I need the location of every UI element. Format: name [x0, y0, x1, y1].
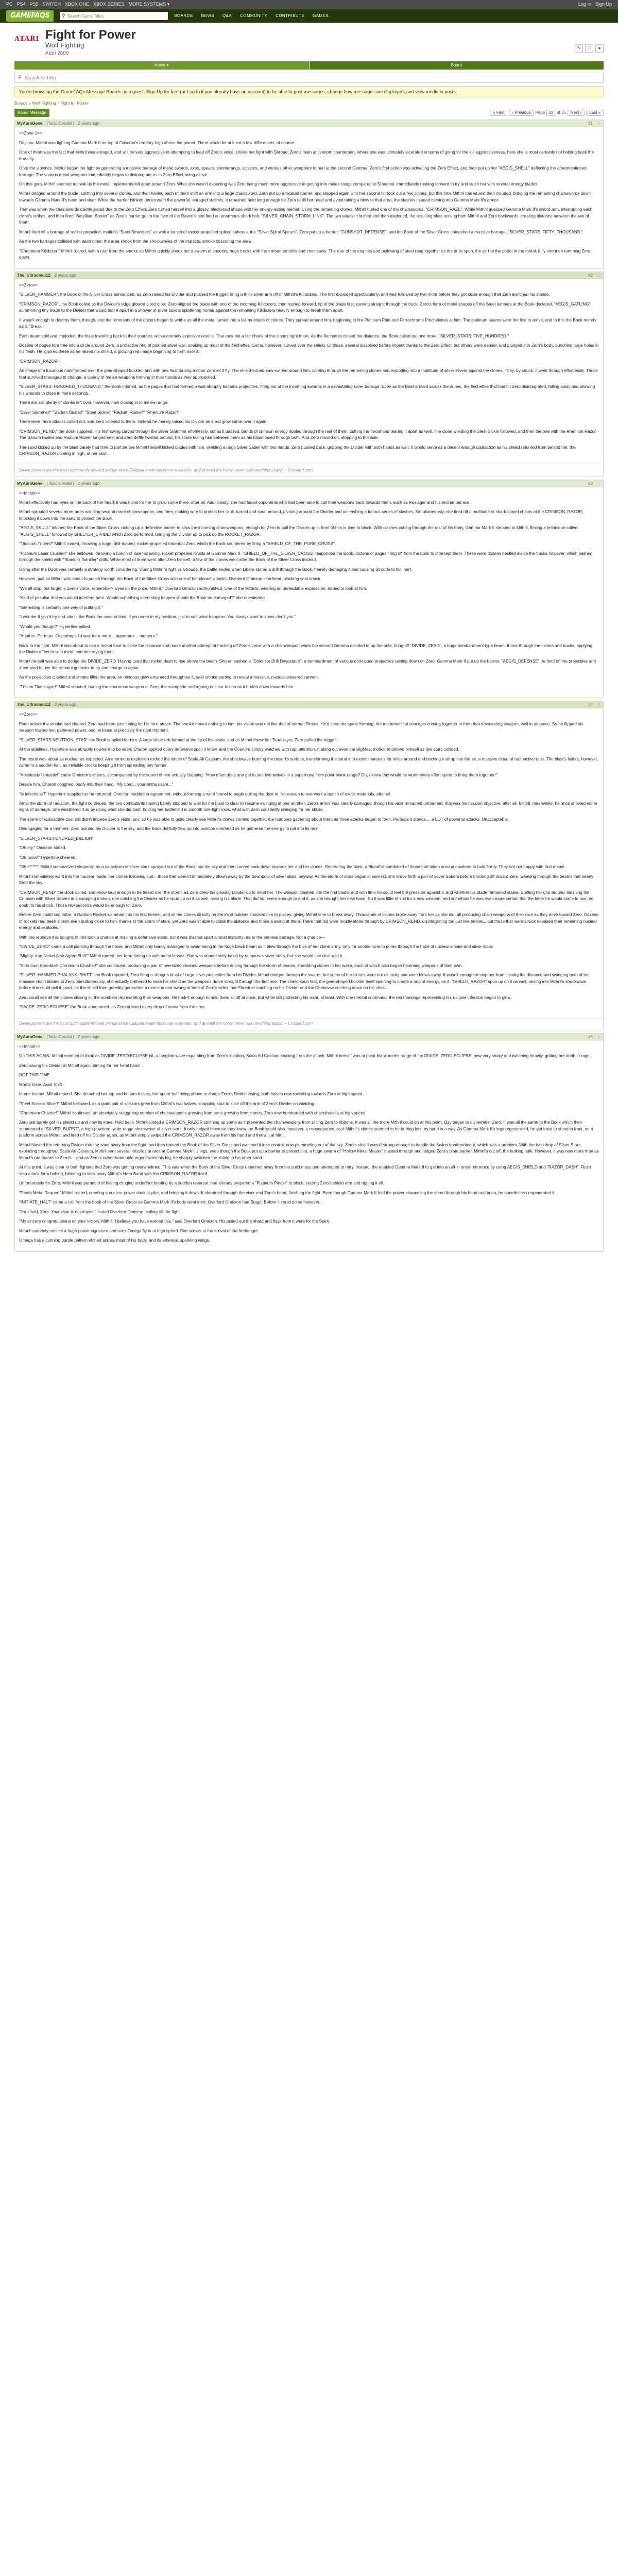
nav-contribute[interactable]: CONTRIBUTE — [276, 13, 305, 18]
message-menu-icon[interactable]: ⋮ — [597, 121, 601, 126]
platform-link-xbox-series[interactable]: XBOX SERIES — [93, 2, 125, 7]
message-paragraph: Dozens of pages tore free into a circle around Zero, a protective ring of pointed silver wall, soaking up most of the flechettes. Some, however, curved over the shield. Of these, several dissolved before impact thanks to the Zero Effect, but others were denser, and plunged into Zero's body, punching large holes in his flesh. He ignored these as he raised his shield, a glowing red image beginning to form over it. — [19, 343, 599, 354]
message-paragraph: As the projectiles clashed and smoke filled the area, an ominous glow emanated throughout it, said smoke parting to reveal a massive, nuclear-powered cannon. — [19, 675, 319, 680]
topic-creator-badge: (Topic Creator) — [46, 121, 74, 126]
message-paragraph: <<Zero>> — [19, 712, 38, 717]
message-paragraph: Omega has a cunning purple pattern etched across most of his body, and its ethereal, sparkling wings. — [19, 1238, 210, 1243]
message-paragraph: At the sidelines, Hypertine was abruptly nowhere to be seen; Charon applied every defensive spell it knew, and the Overlord simply watched with rapt attention, making out even the slightest motion to defend himself as two stars collided. — [19, 747, 459, 752]
tab-home[interactable]: Home ▾ — [14, 61, 309, 70]
game-search-input[interactable] — [67, 14, 166, 19]
message-paragraph: The result was about as nuclear as expected. An enormous explosion rocked the whole of Scala All Castium, the shockwave burning the desert's surface, transforming the sand into exotic materials for miles around and bricking it all up into the air, a massive cloud of radioactive dust. The blast's fallout, however, came to a sudden halt, as invisible crocks keeping it from spreading any further. — [19, 756, 598, 768]
message-paragraph: "Another. Perhaps. Or perhaps I'd wait for a more... opportune... moment." — [19, 634, 158, 639]
message-number[interactable]: #2 — [588, 273, 593, 278]
site-header — [0, 9, 618, 23]
message-paragraph: Beside him, Charon coughed loudly into their hand. "My Lord... your enthusiasm..." — [19, 782, 174, 787]
platform-link-pc[interactable]: PC — [6, 2, 13, 7]
message-timestamp: 2 years ago — [78, 121, 100, 126]
message-username[interactable]: The_Ultraomni12 — [17, 273, 50, 278]
message-paragraph: "I'm afraid, Zero. Your visor is destroyed," stated Overlord Omicron, calling off the fight. — [19, 1209, 181, 1214]
message-paragraph: "SILVER_HAMMER", the Book of the Silver Cross announced, as Zero raised his Divider and pushed the trigger, firing a thick silver arm off of Mithril's Killdozers. The first exploded spectacularly, and was followed by two more before they got close enough that Zero switched his stance. — [19, 292, 550, 297]
message-paragraph: Deja vu. Mithril was fighting Gamma Mark II on top of Omicron's territory high above the planet. There would be at least a few differences, of course. — [19, 140, 295, 145]
tab-board[interactable]: Board — [309, 61, 604, 70]
message-body — [15, 1041, 603, 1251]
page-select[interactable]: 33 — [546, 110, 555, 116]
message-header — [15, 272, 603, 279]
message-paragraph: "Oh my," Omicron stated. — [19, 845, 66, 851]
nav-qa[interactable]: Q&A — [222, 13, 232, 18]
message-paragraph: Mithril blasted the returning Divider into the sand away from the fight, and then trained the Book of the Silver Cross and watched it lose control, now plummeting out of the sky. Zero's shield wasn't strong enough to handle the fusion bombardment, which was a problem. With the backdrop of Silver Stars exploding throughout Scala Ad Castium, Mithril sent several missiles at ama at Gamma Mark II's legs, even though the Book put up a barrier to protect him, a huge swarm of "Hollow Metal Mauler" blasted through and lodged Zero's plate barrier. Mithril's cut off, the hulking hulk. However, it was now more than as Mithril's ore thanks to Zero's... and as Zero's rather hand held regenerated his leg, he sharply switched the shield to his other hand. — [19, 1142, 599, 1160]
message-paragraph: Mithril dodged around the blade, splitting into several clones, and then having each of them shift an arm into a large chainsword. Zero put up a faceted barrier, and stepped again with her second hit took out a few clones, but this time Mithril roared and then clouded, bringing the remaining chainswords down towards Gamma Mark II's head and visor. While the barrier blinked underneath the powerful, enraged slashes, it remained held long enough for Zero to tilt her head and avoid taking a blow to that area, the slashes instead carving into Gamma Mark II's armor. — [19, 191, 591, 202]
message-number[interactable]: #3 — [588, 481, 593, 486]
publisher-logo: ATARI — [14, 35, 39, 43]
guest-notice-text: You're browsing the GameFAQs Message Boards as a guest. Sign Up for free (or Log In if you already have an account) to be able to post messages, change how messages are displayed, and view media in posts. — [19, 89, 457, 94]
top-platform-bar — [0, 0, 618, 9]
message-paragraph: Zero could see all the clones closing in, the numbers representing their weapons. He hadn't enough to hold them all off at once. But while still protecting his visor, at least. With one mental command, the red markings representing his Eclipse infection began to glow. — [19, 995, 512, 1000]
message-paragraph: Before Zero could capitalize, a Radium Rocket slammed into his first helmet, and all the clones directly on Zero's shoulders knocked him to pieces, giving Mithril time to break away. Thousands of clones broke away from her as she did, all producing chain weapons of their own as they dove toward Zero. Dozens of rockets had been shown even pulling close to him, thanks to the storm of stars, yet Zero wasn't able to close the distance and make a swing at them. There that did were mostly stone through by CRIMSON_REND, disintegrating the just like before... but those that were struck released their remaining nuclear energy and exploded. — [19, 912, 598, 930]
message-paragraph: "SILVER_STARS:HUNDRED_BILLION" — [19, 836, 94, 841]
message-header — [15, 480, 603, 487]
page-count: of 35 — [557, 110, 566, 115]
message-number[interactable]: #5 — [588, 1034, 593, 1039]
page-content — [0, 23, 618, 1252]
nav-news[interactable]: NEWS — [201, 13, 215, 18]
search-icon: ⚲ — [62, 13, 65, 19]
message-paragraph: "Chromium Killdozer!" Mithril roared, with a roar from the smoke as Mithril quickly shook out a swarm of shooting huge trucks with from mounted drills and chainsaws. The roar of the engines and bellowing of steel rang together as the drills spun, the air hot the pedal to the metal, fully intent on ramming Zero down. — [19, 248, 591, 260]
board-message-button[interactable]: Board Message — [14, 109, 49, 117]
message-paragraph: With the reprieve this bought, Mithril took a chance at making a defensive stand, but it was blasted apart almost instantly under the endless barrage. Not a chance— — [19, 935, 325, 940]
message-paragraph: An image of a luxurious mainframed over the gear-shaped buckler, and with one fluid turning motion Zero let it fly. The shield-turned-saw swirled around him, carving through the remaining clones and exploding into a multitude of silver slivers against the clones. They, by struck, it went through effortlessly. Those that survived managed to change, a variety of melee weapons forming in their hands as they approached. — [19, 368, 598, 380]
topic-creator-badge: (Topic Creator) — [46, 481, 74, 486]
message-list — [14, 120, 604, 1251]
message-paragraph: However, just as Mithril was about to punch through the Book of the Silver Cross with one of her clones' attacks, Overlord Omicron interfered, blocking said attack. — [19, 577, 322, 582]
message-paragraph: Mithril herself was able to dodge the DIVIDE_ZERO. Having used that rocket dash to rise above the beam. She unleashed a "Dolomite Drill Devastator", a bombardment of various drill-tipped projectiles raining down on Zero. Gamma Mark II put up the barrier, "AEGIS_DEFENSE", to fend off the projectiles and attempted to use the remaining trucks to try and charge in again. — [19, 659, 596, 670]
message-menu-icon[interactable]: ⋮ — [597, 273, 601, 278]
message-body — [15, 708, 603, 1018]
message-body — [15, 279, 603, 465]
message-header — [15, 120, 603, 127]
message-username[interactable]: MyAuraGene — [17, 481, 43, 486]
message-timestamp: 2 years ago — [78, 481, 100, 486]
message-paragraph: "SILVER_STARS:NEUTRON_STAR" the Book supplied for him. A large silver orb formed at the tip of his blade, and as Mithril threw her Titanslayer, Zero pulled the trigger. — [19, 737, 337, 742]
board-subtitle: Wolf Fighting — [45, 41, 84, 49]
message-paragraph: "Silver Slammer!" "Barium Buster!" "Steel Sickle!" "Radium Rainer!" "Rhenium Razor!" — [19, 410, 180, 415]
message-paragraph: Going after the Book was certainly a strategy worth considering. During Mithril's fight vs Stroude, the battle ended when Libera stored a drill through the Book, heavily damaging it and causing Stroude to fall inert. — [19, 567, 412, 572]
login-link[interactable]: Log In — [578, 2, 591, 7]
platform-link-switch[interactable]: SWITCH — [42, 2, 61, 7]
message — [14, 480, 604, 699]
platform-link-ps4[interactable]: PS4 — [16, 2, 26, 7]
message-paragraph: As the two barrages collided with each other, the area shook from the shockwaves of the impacts, smoke obscuring the area. — [19, 239, 252, 244]
message-paragraph: Disengaging for a moment, Zero pointed his Divider to the sky, and the Book dutifully flew up into position overhead as he gathered the energy to put into its next. — [19, 826, 320, 832]
platform-link-xbox-one[interactable]: XBOX ONE — [65, 2, 90, 7]
message-paragraph: "We all stop, but target is Zero's voice, remember? Eyes on the prize, Mithril," Overlord Omicron admonished. One of the Mithrils, wearing an unreadable expression, turned to look at him. — [19, 586, 367, 591]
topic-creator-badge: (Topic Creator) — [46, 1034, 74, 1039]
game-action-icons — [575, 44, 604, 53]
message-paragraph: NOT THIS TIME. — [19, 1073, 51, 1078]
message-header — [15, 701, 603, 708]
page-label: Page — [535, 110, 545, 115]
nav-games[interactable]: GAMES — [313, 13, 329, 18]
game-header — [14, 23, 604, 61]
message-number[interactable]: #1 — [588, 121, 593, 126]
message-paragraph: "Steel Scissor Slicer!" Mithril bellowed, as a giant pair of scissors grew from Mithril's two halves, snapping shut to slice off the arm of Zero's Divider on wielding. — [19, 1101, 316, 1106]
nav-community[interactable]: COMMUNITY — [240, 13, 268, 18]
message-paragraph: On this gyro, Mithril seemed to think as the metal implements fell apart around Zero. What she wasn't expecting was Zero being much more aggressive in getting into melee range compared to Stoneoni, immediately rushing forward to try and slash her with several energy blades. — [19, 182, 539, 187]
message-paragraph: In one instant, Mithril moved. She detached her top and bottom halves, her upper half rising above to dodge Zero's Divider swing; both halves now rocketing towards Zero at high speed. — [19, 1092, 364, 1097]
message-paragraph: Mortal Gate: Acoli Shift. — [19, 1082, 63, 1087]
game-platform: Atari 2600 — [45, 50, 69, 56]
message-paragraph: <<Zero>> — [19, 282, 38, 287]
message — [14, 272, 604, 477]
message-signature: Divine powers are the most ludicrously entitled beings since Caligula made his horse a senator, and at least the horse never said anything stupid. – Crooked.com — [15, 1018, 603, 1030]
message-username[interactable]: MyAuraGene — [17, 1034, 43, 1039]
message-paragraph: "INITIATE_HALT" came a call from the book of the Silver Cross as Gamma Mark II's body went inert, Overlord Omicron had Stage. Before it could do so however... — [19, 1200, 323, 1205]
message-number[interactable]: #4 — [588, 702, 593, 707]
message-timestamp: 2 years ago — [54, 273, 76, 278]
message-paragraph: Onto the violence, Mithril began the fight by generating a massive barrage of metal swords, axes, spears, boomerangs, scissors, and various other weaponry to hurl at the second Gemma. Zero's first action was activating the Zero Effect, and then put up her "AEGIS_SHELL" deflecting the aforementioned barrage. The various metal weapons immediately began to disintegrate as in Zero Effect being active. — [19, 166, 587, 177]
game-title[interactable]: Fight for Power — [45, 28, 136, 42]
nav-boards[interactable]: BOARDS — [174, 13, 193, 18]
message-paragraph: "CRIMSON_REND," the Book supplied. His first swing carved through the Silver Slammer effortlessly, cut as it passed, bands of crimson energy rippled through the rest of them, cutting the throat and tearing it apart as well. The clone wielding the Steel Sickle followed, and then the one with the Rhenium Razor. The Barium Buster and Radium Rainer lunged next and Zero deftly twisted around, his stride taking him between them as his blade laced through both. And Zero moved on, stepping to the side. — [19, 429, 597, 440]
message-paragraph: The sand kicked up by the blast barely had time to part before Mithril herself kicked blades with him, wielding a large Silver Saber with two hands. Zero pushed back, gripping the Divider with both hands as well. It would serve as a decent enough distraction as his shield returned from behind her, the CRIMSON_RAZOR coming in high, at her skull... — [19, 445, 576, 456]
message-paragraph: "My sincere congratulations on your victory, Mithril. I believe you have earned this," said Overlord Omicron. His pulled out the shard and flask from it were for the Spirit. — [19, 1219, 330, 1224]
message-paragraph: "DIVIDE_ZERO" came a call piercing through the noise, and Mithril only barely managed to avoid being in the huge black beam as it blew through the bulk of her clone army, only for another one to prime through the haze of nuclear smoke and silver stars. — [19, 944, 493, 949]
guest-notice — [14, 86, 604, 98]
message — [14, 701, 604, 1030]
message-paragraph: "Is infectious?" Hypertine supplied as he returned. Omicron nodded in agreement, without forming a word funnel to begin pulling the dust in. No reason to overwork a bunch of exotic materials, after all. — [19, 791, 392, 796]
board-search-input[interactable] — [25, 75, 600, 80]
last-page-button[interactable]: Last » — [586, 110, 604, 116]
message — [14, 1033, 604, 1252]
game-tabs — [14, 61, 604, 70]
message-paragraph: Mithril fired off a barrage of rocket-propelled, multi-hit "Steel Smashers" as well a bunch of rocket-propelled spiked spheres, the "Silver Spiral Spears". Zero put up a barrier, "GUNSHOT_DEFENSE", and the Book of the Silver Cross unleashed a massive barrage, "SILVER_STARS: FIFTY_THOUSAND." — [19, 229, 583, 234]
message-paragraph: "Oh, wow!" Hypertine cheered. — [19, 855, 77, 860]
message-signature: Divine powers are the most ludicrously entitled beings since Caligula made his horse a senator, and at least the horse never said anything stupid. – Crooked.com — [15, 465, 603, 477]
message-paragraph: "AEGIS_SKULL" intoned the Book of the Silver Cross, putting up a deflective barrier to slow the incoming chainweapons, enough for Zero to pull the Divider up in front of him in time to block. With clashes cutting through the rest of his body, Gamma Mark II stepped to Mithril, flexing a technique called "AEGIS_SHELL" followed by SHELTER_DIVIDE! which Zero performed, bringing the Divider up to pick up the ROCKET_RAZOR. — [19, 526, 578, 537]
message-paragraph: Back to the fight. Mithril was about to use a rocket boot to close the distance and make another attempt at hacking off Zero's voice with a chainweapon when the second Gemma decided to up the ante, firing off "DIVIDE_ZERO", a huge bombardment type beam. It tore through the clones and trucks, applying the Divide effect to said metal and destroying them. — [19, 643, 593, 654]
message-body — [15, 487, 603, 698]
bell-icon[interactable]: ● — [595, 44, 604, 53]
message-paragraph: That was when the chainswords disintegrated due to the Zero Effect. Zero turned herself into a glossy, blackened shape with her energy-eating helmet. Using the remaining clones, Mithril hurled one of the chainswords, "CRIMSON_RAZE". While Mithril guessed Gamma Mark II's sword arm, interrupting each clone's strikes, and then fired "Beryllium Barrier" as Zero's barrier got in the face of the Raven's bed fired an enormous shark bolt, "SILVER_CHAIN_STORM_LINK". The two attacks clashed and then exploded, the resulting blast tossing both Mithril and Zero backwards, creating distance between the two of them. — [19, 207, 593, 225]
message-username[interactable]: MyAuraGene — [17, 121, 43, 126]
message-paragraph: The storm of radioactive dust still didn't impede Zero's vision any, so he was able to quite clearly see Mithril's clones coming together, the numbers gathering about them as three attacks began to form. Perhaps it stands.... a LOT of powerful attacks. Unacceptable. — [19, 817, 509, 822]
message-paragraph: "Chromium Chainer!" Mithril continued, an absolutely staggering number of chainweapons growing from arms growing from clones, Zero now bombarded with chainshrakes at high speed. — [19, 1111, 367, 1115]
message-paragraph: Zero swung his Divider at Mithril again, aiming for her hemi band. — [19, 1063, 141, 1068]
message-paragraph: <<Mithril>> — [19, 490, 40, 496]
message-body — [15, 127, 603, 268]
message-paragraph: <<Mithril>> — [19, 1044, 40, 1049]
message-paragraph: "CRIMSON_RAZOR", the Book called as the Divider's edge glowed a red glow. Zero aligned the blade with one of the incoming Killdozers, then rushed forward, tip of the blade first, carving straight through the truck. Zero's form of metal shapes off the Steel lumbers at the Book declared, "AEGIS_GATLING", summoning tiny blade to the Divider that would tear it apart in a shower of silver bullets splattering hurled against the remaining Killdozers heavily enough to break them apart. — [19, 301, 592, 313]
game-search-box — [60, 12, 168, 20]
auth-links — [578, 1, 612, 8]
search-icon: ⚲ — [18, 74, 22, 80]
message-paragraph: "Absolutely fantastic!" came Omicron's cheers, accompanied by the sound of him actually clapping. "How often does one get to see two wolves in a supernova from point-blank range? Oh, I knew this would be worth every effort spent to bring them together!" — [19, 772, 497, 777]
message — [14, 120, 604, 269]
message-menu-icon[interactable]: ⋮ — [597, 1034, 601, 1039]
message-paragraph: "Death Metal Reaper!" Mithril roared, creating a nuclear power chainscythe, and bringing it down. It shredded through the visor and Zero's head, finishing the fight. Even though Gamma Mark II had the power channeling the shred through his head and brain, he nonetheless regenerated it. — [19, 1190, 556, 1195]
breadcrumb[interactable]: Boards » Wolf Fighting » Fight for Power — [14, 101, 89, 106]
message-paragraph: There are still plenty of clones left over, however, now closing in to melee range. — [19, 400, 168, 405]
message-paragraph: It wasn't enough to destroy them, though, and the remnants of the dozers began to writhe as all the metal turned into a tall multitude of clones. They spread around him, beginning to fire Platinum Pain and Ferrochrome Pinchelettes at him. The platinum beams were the first to arrive, and to this the Book merely said, "Break." — [19, 317, 596, 329]
next-page-button[interactable]: Next › — [568, 110, 585, 116]
message-timestamp: 2 years ago — [54, 702, 76, 707]
message-paragraph: "Strontium Shredder! Chromium Crusher!" she continued, producing a pair of oversized chained weapons before driving through the storm of beams, shredding clones in her wake, each of which also began hemming weapons of their own. — [19, 963, 463, 968]
message-paragraph: Zero just barely got his shield up and now its knee. Hold back, Mithril piloted a CRIMSON_RAZOR spinning up some as it prevented the chainweapons from slicing Zero to ribbons. It was all the more Mithril could do at this point. Ozy began to dismember Zero. It was all the same to the Book which then summoned a "SILVER_BURST", a high-powered, wide-range shockwave of silver stars. It only helped because they knew the Book would also, however, a consequence, as it Mithril's clones seemed to be hurting lots, by hand in a way. As Gamma Mark II's legs regenerated, he got back to stand in front, on a platform across Mithril, and fired off his Divider again, as Mithril simply swiped the CRIMSON_RAZOR away from his hand and threw it at him... — [19, 1120, 593, 1138]
signup-link[interactable]: Sign Up — [595, 2, 612, 7]
message-paragraph: "Mighty, Iron Nickel Alan Agam Shift!" Mithril roared, her form fading up with metal lenses. She was immediately beset by numerous silver stars, but she would just deal with it. — [19, 954, 344, 959]
message-paragraph: "Oh s*****" Mithril summarized elegantly, as a cataclysm of silver stars sprayed out of the Book into the sky and then curved back down towards her and her clones. Recreating the blast, a Bloodfall combined of those had taken around nowhere to hold firmly. They are not happy with that many! — [19, 865, 564, 870]
board-search-box — [14, 73, 604, 83]
message-paragraph: "CRIMSON_REND" the Book called, somehow loud enough to be heard over the storm, as Zero drew his glowing Divider up to meet her. The weapon clashed into the first blade, and with time he could feel the pressure against it, and whether his blade remained stable. Shifting her grip around, slashing the Crimson with Silver Sabers in a snapping motion, one catching the Divider as he spun up on it as well, raising his blade. That did not seem enough to end it, as she brought her new hand. So it was little of shit for a new weapon, and somehow he was even more certain that the latter he would come to use, no doubt to his shock. Those few seconds would be enough for Zero. — [19, 890, 594, 908]
message-paragraph: Mithril effectively had eyes on the back of her head; it was trivial for her to grow some there, after all. Additionally, she had faced opponents who had been able to call their weapons back towards them, such as Rosiager and his enchanted axe. — [19, 500, 471, 505]
message-paragraph: "SILVER_STARS: HUNDRED_THOUSAND," the Book intoned, as the pages that had formed a wall abruptly became projectiles, firing out at the incoming swarms in a devastating silver barrage. Even as the blast arrived across the dunes, the flechettes that had hit Zero disintegrated, falling away and allowing his wounds to close in mere seconds. — [19, 384, 595, 396]
platform-link-more-systems[interactable]: MORE SYSTEMS ▾ — [128, 2, 170, 7]
message-paragraph: "CRIMSON_RAZOR." — [19, 359, 60, 364]
message-menu-icon[interactable]: ⋮ — [597, 481, 601, 486]
first-page-button[interactable]: « First — [490, 110, 507, 116]
message-paragraph: On THIS AGAIN, Mithril seemed to think as DIVIDE_ZERO:ECLIPSE hit, a tangible wave expanding from Zero's location, Scala Ad Castium shaking from the attack. Mithril herself was at point-blank melee range of the DIVIDE_ZERO:ECLIPSE, now very shaky and twitching heavily, gritting her teeth in rage. — [19, 1054, 591, 1059]
site-logo[interactable]: GAMEFAQS — [6, 10, 54, 22]
message-paragraph: <<Zone 1>> — [19, 131, 42, 136]
message-paragraph: Mithril sprouted several more arms wielding several more chainweapons, and then, making sure to protect her skull, turned and spun around, pivoting around the Divider and unleashing a furious series of slashes. Simultaneously, she fired off a multitude of shark-tipped chains at the CRIMSON_RAZOR, knocking it down into the sand to protect the Bowl. — [19, 510, 583, 521]
pagination — [490, 110, 604, 116]
heart-icon[interactable]: ♡ — [585, 44, 593, 53]
message-paragraph: "DIVIDE_ZERO:ECLIPSE" the Book announced, as Zero drained every drop of mana from the area. — [19, 1005, 206, 1010]
message-paragraph: Mithril immediately went into her nuclear mode, her clones following suit... those that weren't immediately blown away by the downpour of silver stars, anyway. As the storm of stars began in earnest, she drove forth a pair of Silver Sabers before blocking off toward Zero, weaving through the beams that nearly filled the sky. — [19, 874, 593, 886]
message-paragraph: "SILVER_HAMMER:PHALANX_SHIFT" the Book reported, Zero firing a shotgun blast of large silver projectiles from his Divider. Mithril dodged through the swarm, but some of her clones were not as lucky and were blown away. It wasn't enough to stop her from closing the distance and swinging both of her massive chain blades at Zero. Simultaneously, she actually bothered to raise his shield as the weapons drove straight through the first one. The shield spun fast, the gear-shaped buckler itself spinning to create a ring of energy, as if, "SHIELD_RAZOR" spun up on it as well, raising into Mithril's shockwave before she could pull it apart, as the shield then greedily generated a new one and swung at both of Zero's sides, her Shredder catching on his Divider and the Chainsaw crashing down on his chest. — [19, 973, 590, 991]
edit-icon[interactable]: ✎ — [575, 44, 583, 53]
previous-page-button[interactable]: ‹ Previous — [509, 110, 534, 116]
message-paragraph: "Platinum Laser Crusher!" she bellowed, throwing a bunch of laser-spewing, rocket-propelled Krusts at Gamma Mark II. "SHIELD_OF_THE_SILVER_CROSS" responded the Book, dozens of pages firing off from the book to intercept them. These were dozens nestled inside the trucks however, which bashed through the shield with "Titanium Twinkler" drills. While most of them went after Zero himself, a few of the clones went after the Book of the Silver Cross instead. — [19, 551, 593, 563]
message-paragraph: Even before the smoke had cleared, Zero had been positioning for his next attack. The smoke meant nothing to him; his vision was not like that of normal Pilotes. He'd seen the spear forming, the mathematical concepts coming together to form that devastating weapon, well in advance. So he flipped his weapon toward her, gathered power, and let loose at precisely the right moment. — [19, 721, 583, 733]
message-paragraph: "Kind of peculiar that you would interfere here. Would something interesting happen should the Book be damaged?" she questioned. — [19, 596, 266, 601]
main-nav — [174, 13, 329, 19]
message-header — [15, 1033, 603, 1041]
message-paragraph: Amid the storm of radiation, the fight continued, the two combatants having barely stopped to wait for the blast to clear to resume swinging at one another. Zero's armor was clearly damaged, though his visor remained unharmed; that was his mission objective, after all. Mithril, meanwhile, he once showed some signs of damage. She weathered it all by doing what she did best, holding her battlefield in smooth one-light rows, what with Zero constantly swinging for her skulls. — [19, 801, 597, 812]
message-paragraph: "Titanium Trident!" Mithril roared, throwing a huge, drill-topped, rocket-propelled trident at Zero, which the Book countered by firing a "SHIELD_OF_THE_PURE_CROSS". — [19, 541, 336, 547]
message-username[interactable]: The_Ultraomni12 — [17, 702, 50, 707]
message-paragraph: "Interesting is certainly one way of putting it." — [19, 605, 103, 610]
message-timestamp: 2 years ago — [78, 1034, 100, 1039]
message-paragraph: "Would you though?" Hypertine asked. — [19, 624, 91, 629]
message-paragraph: There were more attacks called out, and Zero listened to them. Instead he merely raised his Divider as a red glow came over it again. — [19, 419, 268, 425]
message-paragraph: One of them was the fact that Mithril was enraged, and will be very aggressive in attempting to lead off Zero's voice. Unlike her fight with Shroud, Zero's main antivenom counterpart, where she was ultimately lacerated in terms of going for the kill aggressiveness, here she is most certainly not holding back the brutality. — [19, 150, 594, 161]
message-paragraph: "I wonder if you'd try and attack the Book the second time, if you were in my position, just to see what happens. You always want to know, don't you." — [19, 615, 296, 620]
game-titles — [45, 29, 136, 57]
platform-links — [6, 1, 169, 8]
platform-link-ps5[interactable]: PS5 — [29, 2, 39, 7]
message-paragraph: "Tritium Titanslayer!" Mithril shouted, hurling the enormous weapon at Zero, the stampede undergoing nuclear fusion as it hurled down towards him. — [19, 684, 295, 689]
message-menu-icon[interactable]: ⋮ — [597, 702, 601, 707]
topic-toolbar — [14, 109, 604, 117]
message-paragraph: Unfortunately for Zero, Mithril was paranoid of having clinging underfoot beating by a sudden reversal, had already prepared a "Platinum Pincer" to block, seizing Zero's shield arm and ripping it off. — [19, 1181, 385, 1186]
message-paragraph: Each beam split and imploded, the blast travelling back to their sources, with extremely explosive results. That took out a fair chunk of the clones right there. As the flechettes closed the distance, the Book called out one more, "SILVER_STARS: FIVE_HUNDRED." — [19, 333, 509, 338]
message-paragraph: Mithril suddenly notices a huge power signature and sees Omega fly in at high speed. She scowls at the arrival of the Archangel. — [19, 1228, 259, 1233]
message-paragraph: At this point, it was clear to both fighters that Zero was getting overwhelmed. This was when the Book of the Silver Cross detached away from the solid mass and attempted to retry. Instead, the enabled Gamma Mark II to get into an all-in once-reference by using AEGIS_SHIELD and "RAZOR_DASH". Rush step attack form behind, blending to stick away Mithril's Hero Band with the CRIMSON_RAZOR itself. — [19, 1165, 591, 1176]
